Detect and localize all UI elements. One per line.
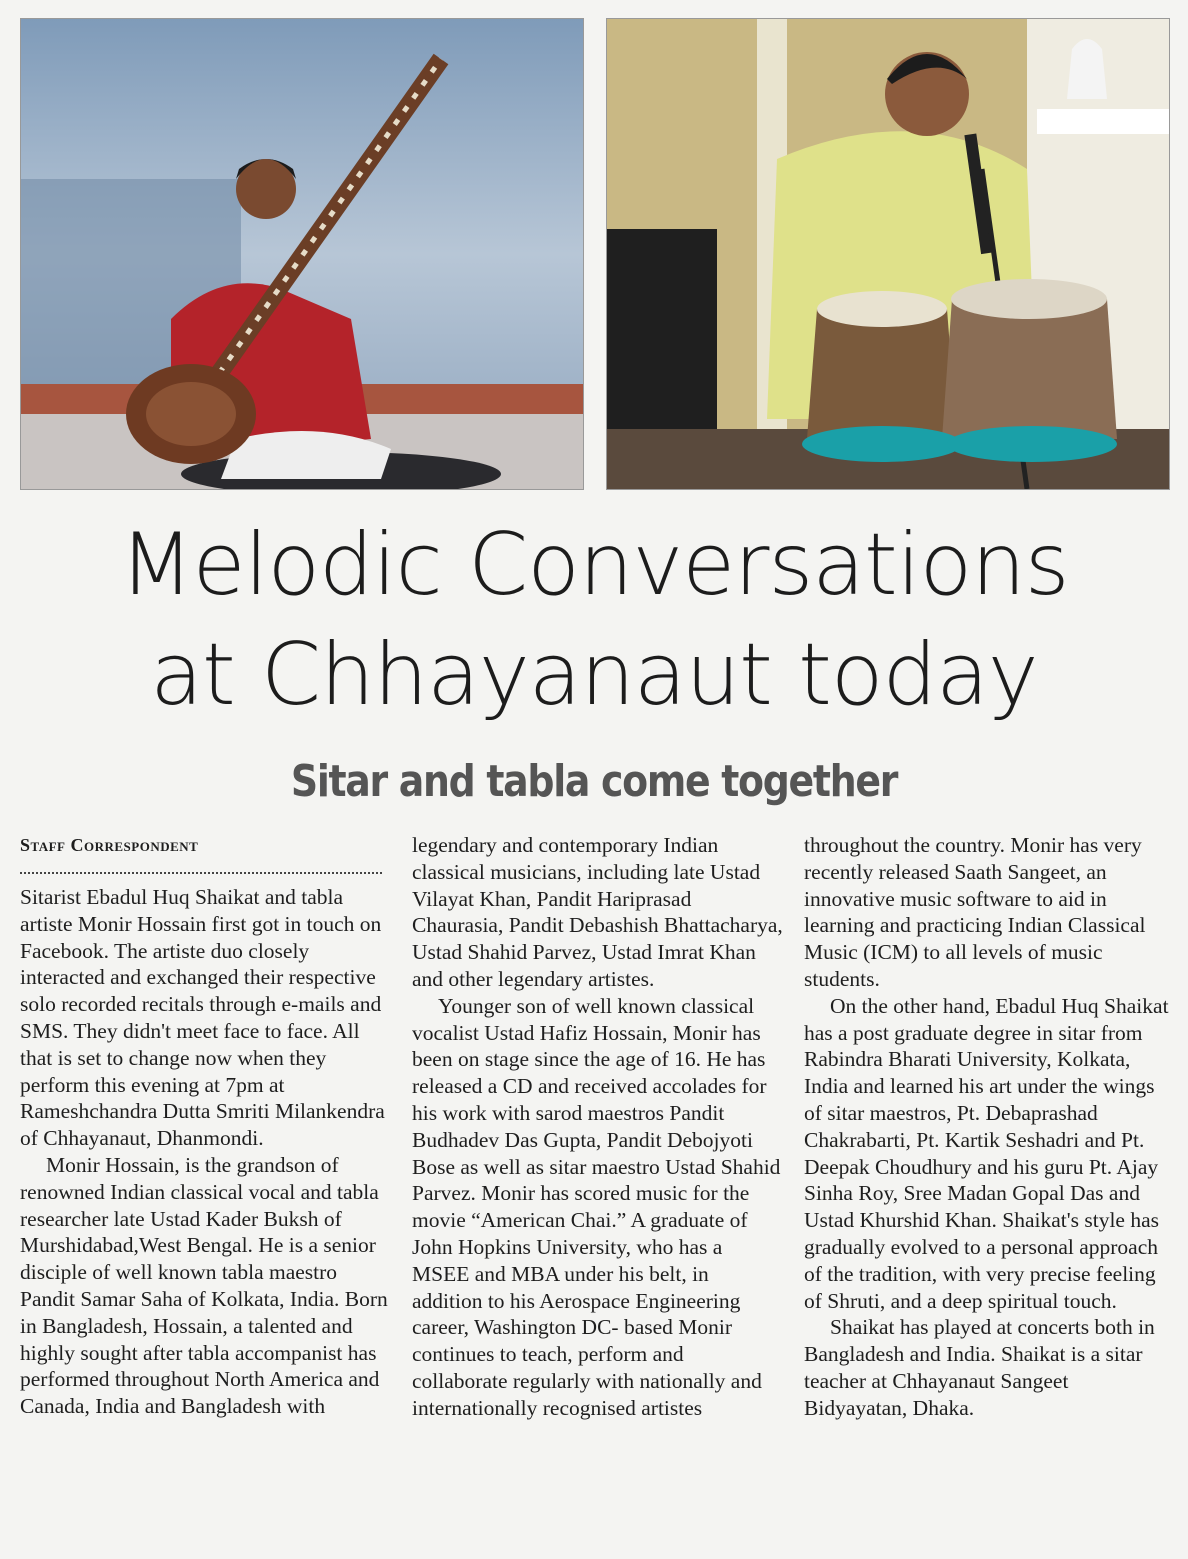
article-column-2 (412, 832, 784, 1422)
headline-line-2: at Chhayanaut today (150, 625, 1038, 725)
tabla-player-photo (606, 18, 1170, 490)
article-paragraph: legendary and contemporary Indian classical musicians, including late Ustad Vilayat Khan, Pandit Hariprasad Chaurasia, Pandit Debashish Bhattacharya, Ustad Shahid Parvez, Ustad Imrat Khan and other legendary artistes. (412, 833, 783, 991)
byline: Staff Correspondent (20, 835, 199, 855)
article-column-1 (20, 832, 392, 1420)
article-paragraph: throughout the country. Monir has very recently released Saath Sangeet, an innovative music software to aid in learning and practicing Indian Classical Music (ICM) to all levels of music students. (804, 833, 1146, 991)
article-paragraph: Monir Hossain, is the grandson of renowned Indian classical vocal and tabla researcher late Ustad Kader Buksh of Murshidabad,West Bengal. He is a senior disciple of well known tabla maestro Pandit Samar Saha of Kolkata, India. Born in Bangladesh, Hossain, a talented and highly sought after tabla accompanist has performed throughout North America and Canada, India and Bangladesh with (20, 1152, 388, 1419)
article-paragraph: On the other hand, Ebadul Huq Shaikat has a post graduate degree in sitar from Rabindra Bharati University, Kolkata, India and learned his art under the wings of sitar maestros, Pt. Debaprashad Chakrabarti, Pt. Kartik Seshadri and Pt. Deepak Choudhury and his guru Pt. Ajay Sinha Roy, Sree Madan Gopal Das and Ustad Khurshid Khan. Shaikat's style has gradually evolved to a personal approach of the tradition, with very precise feeling of Shruti, and a deep spiritual touch. (804, 993, 1169, 1313)
headline (0, 510, 1188, 730)
headline-line-1: Melodic Conversations (119, 515, 1069, 615)
article-paragraph: Sitarist Ebadul Huq Shaikat and tabla artiste Monir Hossain first got in touch on Facebook. The artiste duo closely interacted and exchanged their respective solo recorded recitals through e-mails and SMS. They didn't meet face to face. All that is set to change now when they perform this evening at 7pm at Rameshchandra Dutta Smriti Milankendra of Chhayanaut, Dhanmondi. (20, 885, 385, 1151)
sitar-player-photo (20, 18, 584, 490)
article-column-3 (804, 832, 1176, 1422)
article-paragraph: Shaikat has played at concerts both in Bangladesh and India. Shaikat is a sitar teacher at Chhayanaut Sangeet Bidyayatan, Dhaka. (804, 1315, 1155, 1420)
byline-divider (20, 864, 382, 874)
subheadline: Sitar and tabla come together (290, 756, 898, 807)
article-paragraph: Younger son of well known classical vocalist Ustad Hafiz Hossain, Monir has been on stage since the age of 16. He has released a CD and received accolades for his work with sarod maestros Pandit Budhadev Das Gupta, Pandit Debojyoti Bose as well as sitar maestro Ustad Shahid Parvez. Monir has scored music for the movie “American Chai.” A graduate of John Hopkins University, who has a MSEE and MBA under his belt, in addition to his Aerospace Engineering career, Washington DC- based Monir continues to teach, perform and collaborate regularly with nationally and internationally recognised artistes (412, 993, 781, 1420)
